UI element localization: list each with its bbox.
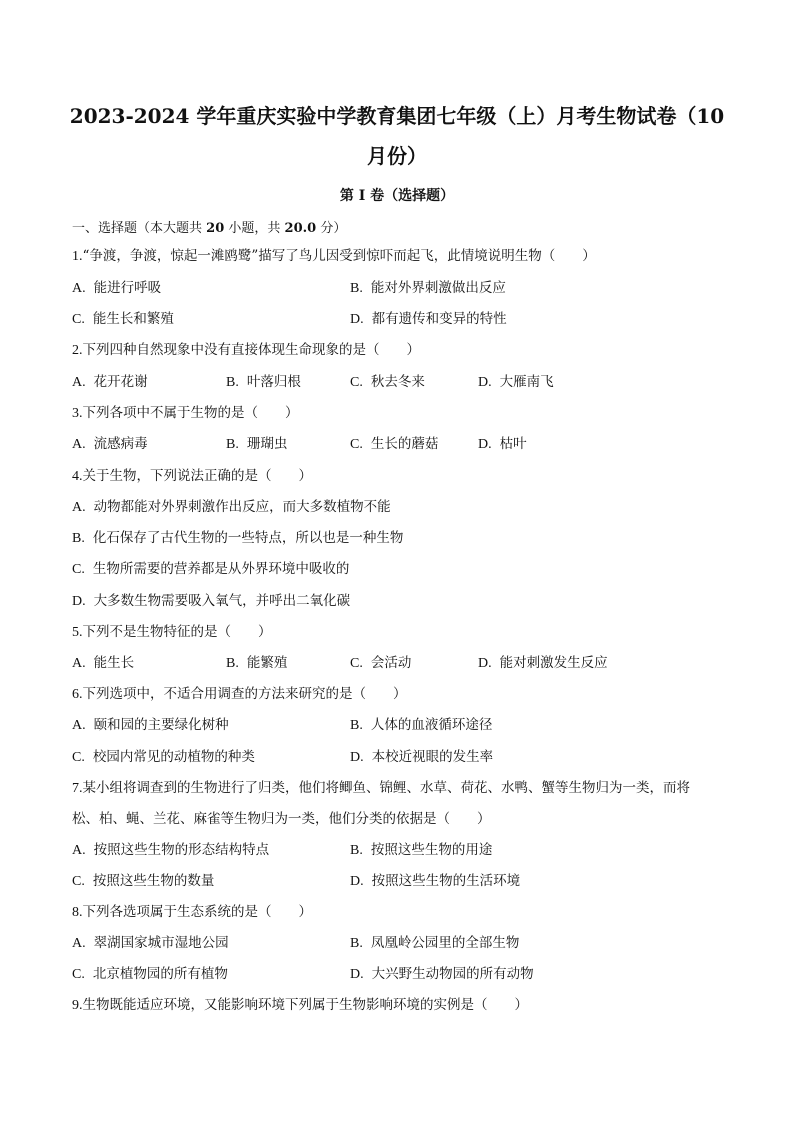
option-text: 都有遗传和变异的特性 [371, 311, 507, 327]
option-text: 校园内常见的动植物的种类 [92, 749, 255, 765]
option-4a [72, 501, 391, 515]
option-text: 颐和园的主要绿化树种 [93, 717, 229, 733]
option-letter: A. [72, 500, 86, 515]
option-text: 能对刺激发生反应 [499, 655, 608, 671]
option-7d [350, 875, 520, 889]
option-3a [72, 438, 148, 452]
option-7c [72, 875, 214, 889]
question-number: 4. [72, 469, 83, 484]
option-letter: A. [72, 375, 86, 390]
option-letter: B. [226, 437, 239, 452]
option-letter: B. [350, 843, 363, 858]
option-text: 本校近视眼的发生率 [371, 749, 494, 765]
question-text: 某小组将调查到的生物进行了归类，他们将鲫鱼、锦鲤、水草、荷花、水鸭、蟹等生物归为一类，而将 [82, 780, 690, 796]
option-text: 按照这些生物的形态结构特点 [93, 842, 270, 858]
option-6d [350, 751, 493, 765]
option-letter: B. [72, 531, 85, 546]
question-6 [72, 688, 407, 702]
option-letter: D. [478, 656, 492, 671]
question-5 [72, 626, 272, 640]
option-text: 北京植物园的所有植物 [92, 966, 228, 982]
option-text: 大雁南飞 [499, 374, 554, 390]
option-3d [478, 438, 527, 452]
option-5b [226, 657, 287, 671]
option-letter: B. [226, 375, 239, 390]
option-letter: D. [350, 750, 364, 765]
option-1d [350, 313, 507, 327]
question-number: 8. [72, 905, 83, 920]
question-text: 下列四种自然现象中没有直接体现生命现象的是（ ） [82, 342, 420, 358]
option-7b [350, 844, 492, 858]
question-text: “争渡，争渡，惊起一滩鸥鹭”描写了鸟儿因受到惊吓而起飞，此情境说明生物（ ） [82, 248, 596, 264]
option-letter: B. [226, 656, 239, 671]
option-text: 大兴野生动物园的所有动物 [371, 966, 534, 982]
option-text: 能对外界刺激做出反应 [370, 280, 506, 296]
option-4c [72, 563, 349, 577]
question-number: 9. [72, 998, 83, 1013]
option-5a [72, 657, 134, 671]
option-letter: C. [72, 312, 85, 327]
option-8b [350, 937, 519, 951]
option-8a [72, 937, 229, 951]
option-1c [72, 313, 174, 327]
option-1a [72, 282, 161, 296]
option-letter: A. [72, 936, 86, 951]
option-letter: D. [350, 874, 364, 889]
option-text: 生物所需要的营养都是从外界环境中吸收的 [92, 561, 350, 577]
question-9 [72, 999, 528, 1013]
option-text: 能进行呼吸 [93, 280, 162, 296]
question-text: 下列选项中，不适合用调查的方法来研究的是（ ） [82, 686, 407, 702]
option-letter: C. [72, 967, 85, 982]
question-3 [72, 407, 299, 421]
option-letter: C. [72, 874, 85, 889]
option-text: 大多数生物需要吸入氧气，并呼出二氧化碳 [93, 593, 351, 609]
question-number: 3. [72, 406, 83, 421]
option-letter: A. [72, 843, 86, 858]
question-number: 1. [72, 249, 83, 264]
exam-title-line1: 2023-2024 学年重庆实验中学教育集团七年级（上）月考生物试卷（10 [69, 104, 725, 128]
question-7-continued: 松、柏、蝇、兰花、麻雀等生物归为一类，他们分类的依据是（ ） [72, 811, 491, 827]
option-letter: A. [72, 718, 86, 733]
option-letter: D. [478, 437, 492, 452]
question-text: 下列不是生物特征的是（ ） [82, 624, 272, 640]
option-letter: D. [72, 594, 86, 609]
option-text: 珊瑚虫 [246, 436, 288, 452]
section-title: 第 I 卷（选择题） [339, 188, 455, 204]
option-text: 会活动 [370, 655, 412, 671]
option-3c [350, 438, 438, 452]
option-5c [350, 657, 411, 671]
question-8 [72, 906, 312, 920]
option-text: 能繁殖 [246, 655, 288, 671]
part-heading [72, 217, 346, 236]
option-letter: C. [350, 375, 363, 390]
option-letter: C. [350, 437, 363, 452]
question-number: 2. [72, 343, 83, 358]
option-text: 生长的蘑菇 [370, 436, 439, 452]
option-text: 能生长 [93, 655, 135, 671]
question-1 [72, 250, 596, 264]
option-text: 按照这些生物的用途 [370, 842, 493, 858]
option-2a [72, 376, 148, 390]
option-letter: B. [350, 936, 363, 951]
option-2b [226, 376, 301, 390]
question-2 [72, 344, 420, 358]
question-number: 5. [72, 625, 83, 640]
option-8d [350, 968, 534, 982]
option-5d [478, 657, 608, 671]
option-letter: C. [72, 562, 85, 577]
question-4 [72, 470, 312, 484]
option-letter: B. [350, 718, 363, 733]
exam-title-line2: 月份） [367, 144, 427, 168]
option-6a [72, 719, 229, 733]
question-text: 下列各项中不属于生物的是（ ） [82, 405, 299, 421]
option-text: 按照这些生物的生活环境 [371, 873, 521, 889]
option-text: 花开花谢 [93, 374, 148, 390]
option-text: 枯叶 [499, 436, 527, 452]
option-8c [72, 968, 228, 982]
option-letter: C. [72, 750, 85, 765]
option-letter: D. [478, 375, 492, 390]
option-2d [478, 376, 554, 390]
question-number: 7. [72, 781, 83, 796]
option-text: 凤凰岭公园里的全部生物 [370, 935, 520, 951]
option-text: 翠湖国家城市湿地公园 [93, 935, 229, 951]
part-mid: 小题，共 [228, 221, 281, 236]
option-2c [350, 376, 425, 390]
question-7 [72, 782, 690, 796]
option-text: 按照这些生物的数量 [92, 873, 215, 889]
option-text: 能生长和繁殖 [92, 311, 174, 327]
question-number: 6. [72, 687, 83, 702]
option-text: 化石保存了古代生物的一些特点，所以也是一种生物 [92, 530, 404, 546]
option-7a [72, 844, 269, 858]
option-4b [72, 532, 403, 546]
part-score: 20.0 [284, 221, 317, 236]
option-letter: A. [72, 437, 86, 452]
question-text: 下列各选项属于生态系统的是（ ） [82, 904, 312, 920]
option-text: 叶落归根 [246, 374, 301, 390]
option-letter: C. [350, 656, 363, 671]
part-end: 分） [320, 221, 347, 236]
option-letter: B. [350, 281, 363, 296]
option-3b [226, 438, 287, 452]
option-letter: D. [350, 312, 364, 327]
part-label: 一、选择题（本大题共 [72, 221, 203, 236]
option-text: 人体的血液循环途径 [370, 717, 493, 733]
option-1b [350, 282, 506, 296]
option-6b [350, 719, 492, 733]
option-text: 流感病毒 [93, 436, 148, 452]
question-text: 生物既能适应环境，又能影响环境下列属于生物影响环境的实例是（ ） [82, 997, 528, 1013]
option-letter: D. [350, 967, 364, 982]
question-text: 关于生物，下列说法正确的是（ ） [82, 468, 312, 484]
option-text: 秋去冬来 [370, 374, 425, 390]
option-6c [72, 751, 255, 765]
option-letter: A. [72, 656, 86, 671]
option-letter: A. [72, 281, 86, 296]
option-4d [72, 595, 350, 609]
part-count: 20 [206, 221, 225, 236]
option-text: 动物都能对外界刺激作出反应，而大多数植物不能 [93, 499, 391, 515]
